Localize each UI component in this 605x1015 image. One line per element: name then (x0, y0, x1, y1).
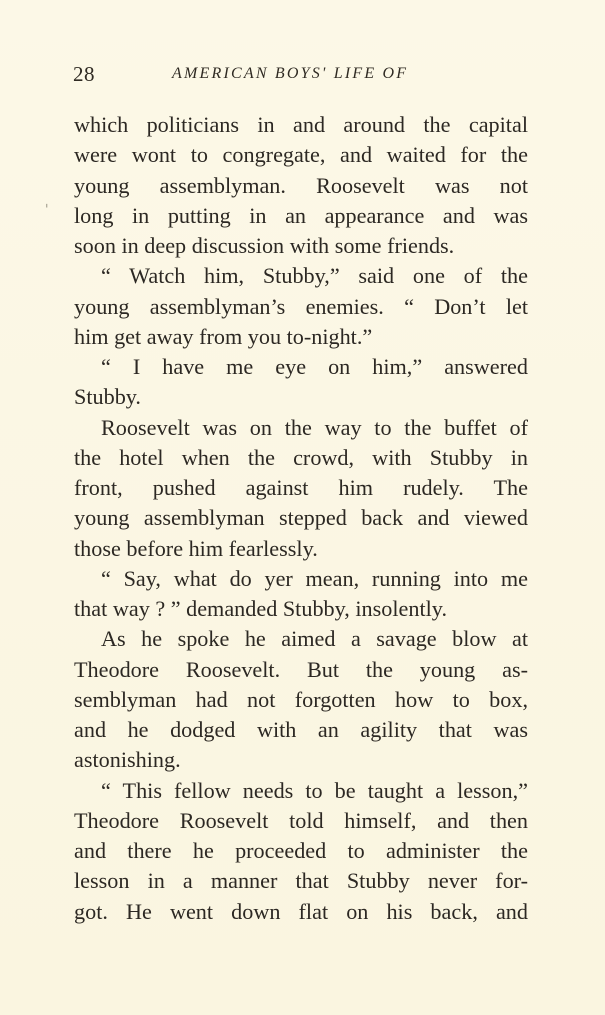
text-line: Stubby. (74, 384, 141, 410)
text-line: “ This fellow needs to be taught a lesson,” (101, 777, 528, 803)
text-line: soon in deep discussion with some friends. (74, 233, 455, 258)
text-line: which politicians in and around the capital (74, 112, 528, 137)
text-line: those before him fearlessly. (74, 535, 318, 561)
text-line: astonishing. (74, 747, 181, 773)
text-line: him get away from you to-night.” (74, 323, 373, 349)
text-line: “ I have me eye on him,” answered (101, 354, 528, 379)
text-line: lesson in a manner that Stubby never for- (74, 868, 528, 894)
text-line: that way ? ” demanded Stubby, insolently. (74, 596, 447, 621)
text-line: front, pushed against him rudely. The (74, 475, 528, 500)
text-line: the hotel when the crowd, with Stubby in (74, 444, 528, 470)
text-line: were wont to congregate, and waited for the (74, 142, 528, 168)
running-head: AMERICAN BOYS' LIFE OF (172, 65, 409, 82)
text-line: young assemblyman stepped back and viewed (74, 505, 528, 531)
page-header (73, 62, 543, 92)
page-number: 28 (73, 62, 95, 86)
text-line: “ Say, what do yer mean, running into me (101, 565, 528, 591)
text-line: semblyman had not forgotten how to box, (74, 686, 528, 712)
text-line: young assemblyman. Roosevelt was not (74, 172, 528, 198)
text-line: Roosevelt was on the way to the buffet of (101, 414, 528, 440)
text-line: Theodore Roosevelt told himself, and then (74, 807, 528, 833)
margin-mark: ˈ (45, 203, 49, 218)
text-line: and he dodged with an agility that was (74, 717, 528, 742)
text-line: got. He went down flat on his back, and (74, 898, 528, 924)
text-line: “ Watch him, Stubby,” said one of the (101, 263, 528, 289)
body-text (74, 110, 528, 927)
text-line: As he spoke he aimed a savage blow at (101, 626, 528, 652)
text-line: and there he proceeded to administer the (74, 838, 528, 863)
text-line: young assemblyman’s enemies. “ Don’t let (74, 293, 528, 319)
text-line: long in putting in an appearance and was (74, 202, 528, 228)
text-line: Theodore Roosevelt. But the young as- (74, 656, 528, 682)
